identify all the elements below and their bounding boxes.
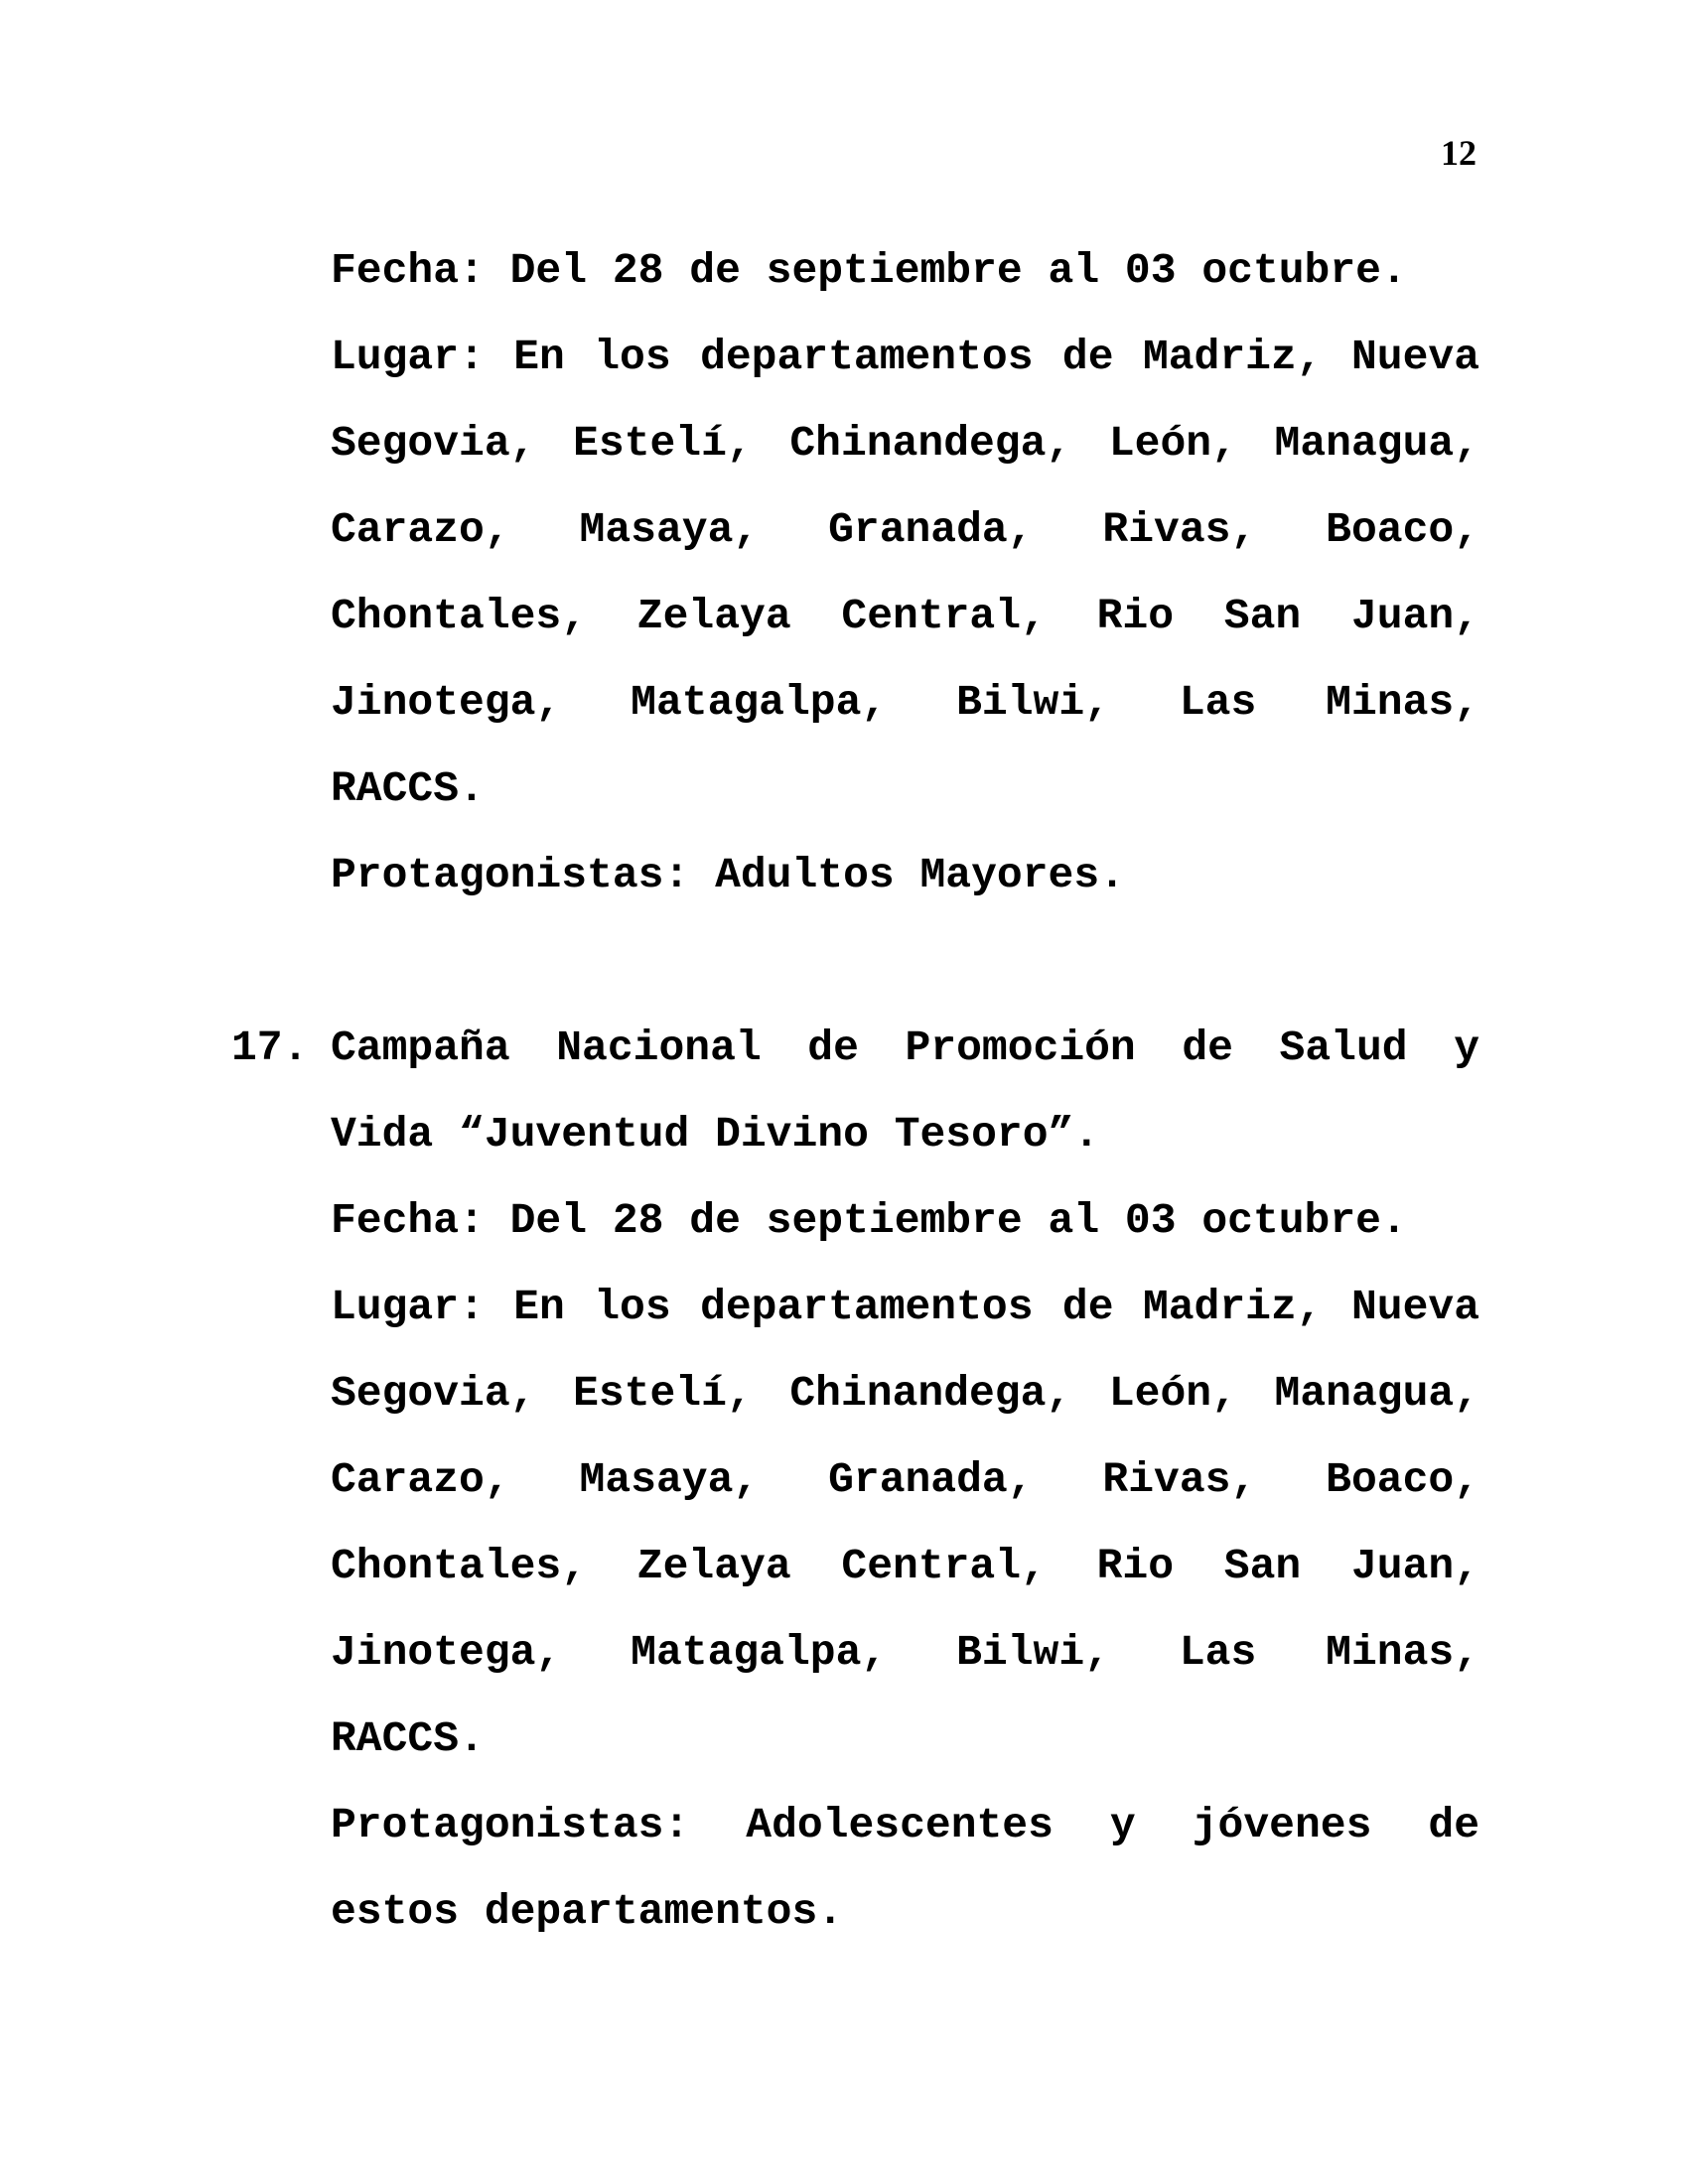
top-block [331, 227, 1479, 918]
lugar-paragraph: Lugar: En los departamentos de Madriz, Nueva Segovia, Estelí, Chinandega, León, Managua, Carazo, Masaya, Granada, Rivas, Boaco, Chontales, Zelaya Central, Rio San Juan, Jinotega, Matagalpa, Bilwi, Las Minas, RACCS. [331, 1283, 1479, 1763]
protagonistas-line: Protagonistas: Adultos Mayores. [331, 851, 1125, 899]
fecha-line: Fecha: Del 28 de septiembre al 03 octubre. [331, 1196, 1407, 1245]
item-number: 17. [231, 1024, 309, 1072]
lugar-paragraph: Lugar: En los departamentos de Madriz, Nueva Segovia, Estelí, Chinandega, León, Managua, Carazo, Masaya, Granada, Rivas, Boaco, Chontales, Zelaya Central, Rio San Juan, Jinotega, Matagalpa, Bilwi, Las Minas, RACCS. [331, 333, 1479, 813]
fecha-line: Fecha: Del 28 de septiembre al 03 octubre. [331, 246, 1407, 295]
page-content [231, 227, 1479, 1955]
protagonistas-paragraph: Protagonistas: Adolescentes y jóvenes de estos departamentos. [331, 1801, 1479, 1936]
page-number: 12 [1441, 133, 1477, 173]
list-item-17 [231, 1005, 1479, 1955]
item-title: Campaña Nacional de Promoción de Salud y Vida “Juventud Divino Tesoro”. [331, 1024, 1479, 1159]
